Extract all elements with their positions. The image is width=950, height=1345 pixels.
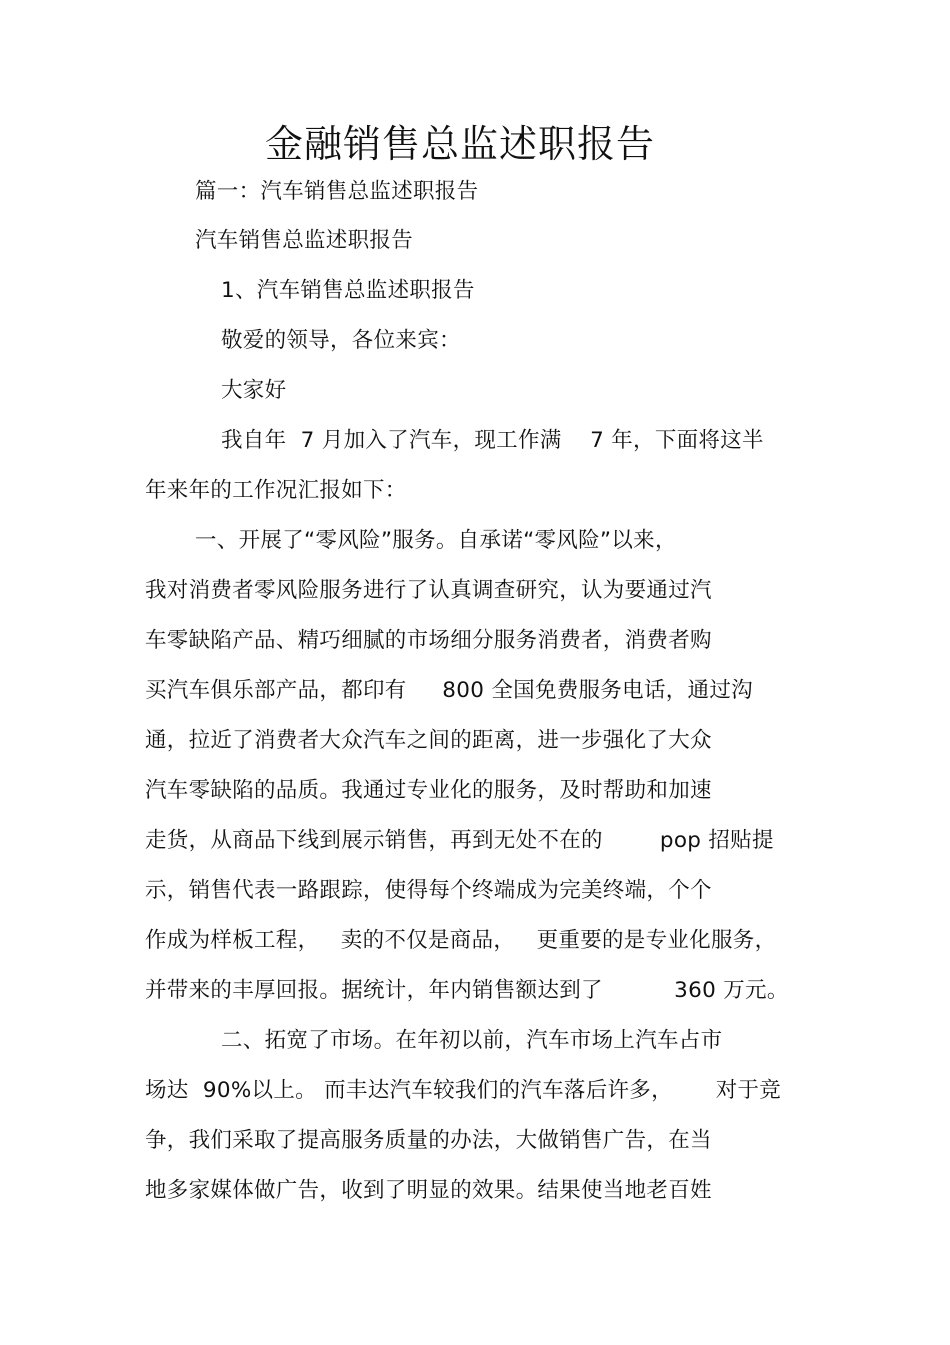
text-line-21: 地多家媒体做广告，收到了明显的效果。结果使当地老百姓	[145, 1178, 712, 1203]
text-line-19: 场达 90%以上。 而丰达汽车较我们的汽车落后许多， 对于竞	[145, 1078, 782, 1103]
text-line-13: 汽车零缺陷的品质。我通过专业化的服务，及时帮助和加速	[145, 778, 712, 803]
document-title: 金融销售总监述职报告	[264, 122, 655, 166]
text-line-12: 通，拉近了消费者大众汽车之间的距离，进一步强化了大众	[145, 728, 712, 753]
text-line-17: 并带来的丰厚回报。据统计，年内销售额达到了 360 万元。	[145, 978, 789, 1003]
text-line-3: 1、汽车销售总监述职报告	[221, 278, 475, 303]
text-line-18: 二、拓宽了市场。在年初以前，汽车市场上汽车占市	[221, 1028, 723, 1053]
text-line-10: 车零缺陷产品、精巧细腻的市场细分服务消费者，消费者购	[145, 628, 712, 653]
text-line-9: 我对消费者零风险服务进行了认真调查研究，认为要通过汽	[145, 578, 712, 603]
text-line-7: 年来年的工作况汇报如下：	[145, 478, 407, 503]
text-line-11: 买汽车俱乐部产品，都印有 800 全国免费服务电话，通过沟	[145, 678, 753, 703]
text-line-2: 汽车销售总监述职报告	[195, 228, 414, 253]
text-line-6: 我自年 7 月加入了汽车，现工作满 7 年，下面将这半	[221, 428, 764, 453]
text-line-20: 争，我们采取了提高服务质量的办法，大做销售广告，在当	[145, 1128, 712, 1153]
text-line-4: 敬爱的领导，各位来宾：	[221, 328, 461, 353]
text-line-5: 大家好	[221, 378, 287, 403]
text-line-16: 作成为样板工程， 卖的不仅是商品， 更重要的是专业化服务，	[145, 928, 777, 953]
text-line-15: 示，销售代表一路跟踪，使得每个终端成为完美终端，个个	[145, 878, 712, 903]
text-line-1: 篇一：汽车销售总监述职报告	[195, 179, 479, 204]
text-line-14: 走货，从商品下线到展示销售，再到无处不在的 pop 招贴提	[145, 828, 774, 853]
text-line-8: 一、开展了“零风险”服务。自承诺“零风险”以来，	[195, 528, 677, 553]
